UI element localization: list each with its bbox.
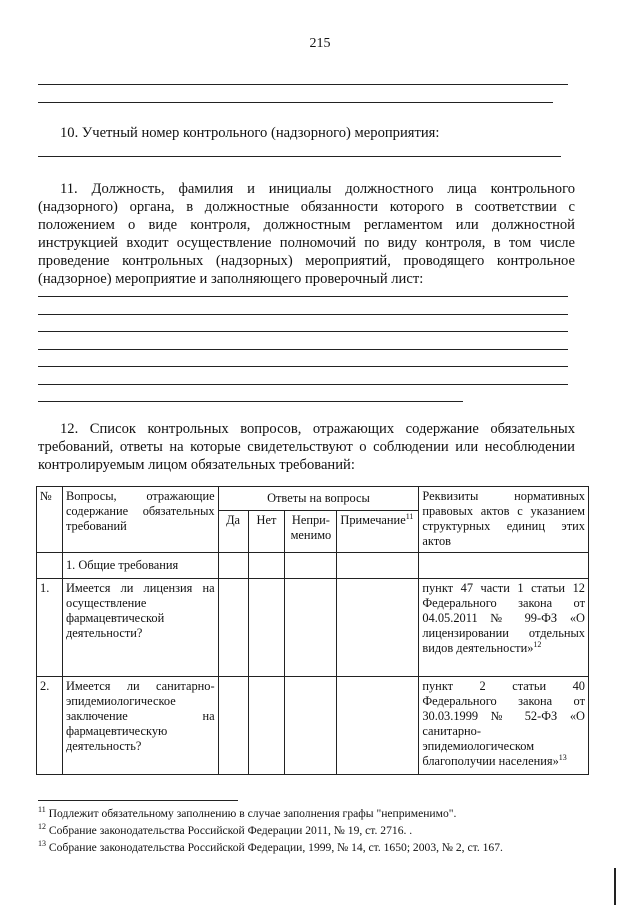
blank-line [38,331,568,332]
blank-line [38,102,553,103]
footnote-text: Подлежит обязательному заполнению в случае заполнения графы "неприменимо". [48,807,457,820]
footnote [38,806,456,821]
section-title: 1. Общие требования [62,553,218,579]
blank-line [38,401,463,402]
table-section-row [37,553,589,579]
header-requisites: Реквизиты нормативных правовых актов с указанием структурных единиц этих актов [419,487,589,553]
blank-line [38,366,568,367]
footnote-mark: 12 [38,822,46,832]
blank-line [38,384,568,385]
answer-yes-cell[interactable] [218,579,248,677]
footnote [38,823,412,838]
row-num: 1. [37,579,63,677]
header-note [337,511,419,553]
table-row [37,579,589,677]
page-number: 215 [309,36,331,51]
row-question: Имеется ли санитарно-эпидемиологическое заключение на фармацевтическую деятельность? [62,677,218,775]
item-10: 10. Учетный номер контрольного (надзорного) мероприятия: [60,125,440,141]
row-num: 2. [37,677,63,775]
blank-line [38,84,568,85]
item-11: 11. Должность, фамилия и инициалы должностного лица контрольного (надзорного) органа, в должностные обязанности которого в соответствии с положением о виде контроля, должностным регламентом или должностной инструкцией входит осуществление полномочий по виду контроля, в том числе проведение контрольных (надзорных) мероприятий, проводящего контрольное (надзорное) мероприятие и заполняющего проверочный лист: [38,181,575,287]
header-questions: Вопросы, отражающие содержание обязательных требований [62,487,218,553]
blank-line [38,156,561,157]
footnote-ref: 11 [405,511,414,521]
footnote [38,840,503,855]
blank-line [38,314,568,315]
row-requisites [419,579,589,677]
table-row [37,677,589,775]
footnote-text: Собрание законодательства Российской Федерации, 1999, № 14, ст. 1650; 2003, № 2, ст. 167. [48,841,503,854]
header-yes: Да [218,511,248,553]
requirements-table [36,486,589,775]
header-answers: Ответы на вопросы [218,487,419,511]
footnote-ref: 13 [558,752,567,762]
answer-yes-cell[interactable] [218,677,248,775]
footnote-separator [38,800,238,801]
header-num: № [37,487,63,553]
footnote-ref: 12 [533,639,542,649]
footnote-mark: 11 [38,805,46,815]
row-requisites [419,677,589,775]
answer-note-cell[interactable] [337,677,419,775]
answer-no-cell[interactable] [248,677,285,775]
blank-line [38,349,568,350]
row-requisites-text: пункт 2 статьи 40 Федерального закона от 30.03.1999 № 52-ФЗ «О санитарно-эпидемиологическом благополучии населения» [422,679,585,768]
row-question: Имеется ли лицензия на осуществление фармацевтической деятельности? [62,579,218,677]
header-no: Нет [248,511,285,553]
header-note-label: Примечание [340,513,406,527]
answer-na-cell[interactable] [285,579,337,677]
table-header-row [37,487,589,511]
footnote-text: Собрание законодательства Российской Федерации 2011, № 19, ст. 2716. . [48,824,413,837]
header-not-applicable: Непри-менимо [285,511,337,553]
scan-edge-mark [614,868,616,905]
item-12: 12. Список контрольных вопросов, отражающих содержание обязательных требований, ответы на которые свидетельствуют о соблюдении или несоблюдении контролируемым лицом обязательных требований: [38,421,575,473]
answer-na-cell[interactable] [285,677,337,775]
answer-note-cell[interactable] [337,579,419,677]
row-requisites-text: пункт 47 части 1 статьи 12 Федерального закона от 04.05.2011 № 99-ФЗ «О лицензировании отдельных видов деятельности» [422,581,585,655]
answer-no-cell[interactable] [248,579,285,677]
footnote-mark: 13 [38,839,46,849]
blank-line [38,296,568,297]
